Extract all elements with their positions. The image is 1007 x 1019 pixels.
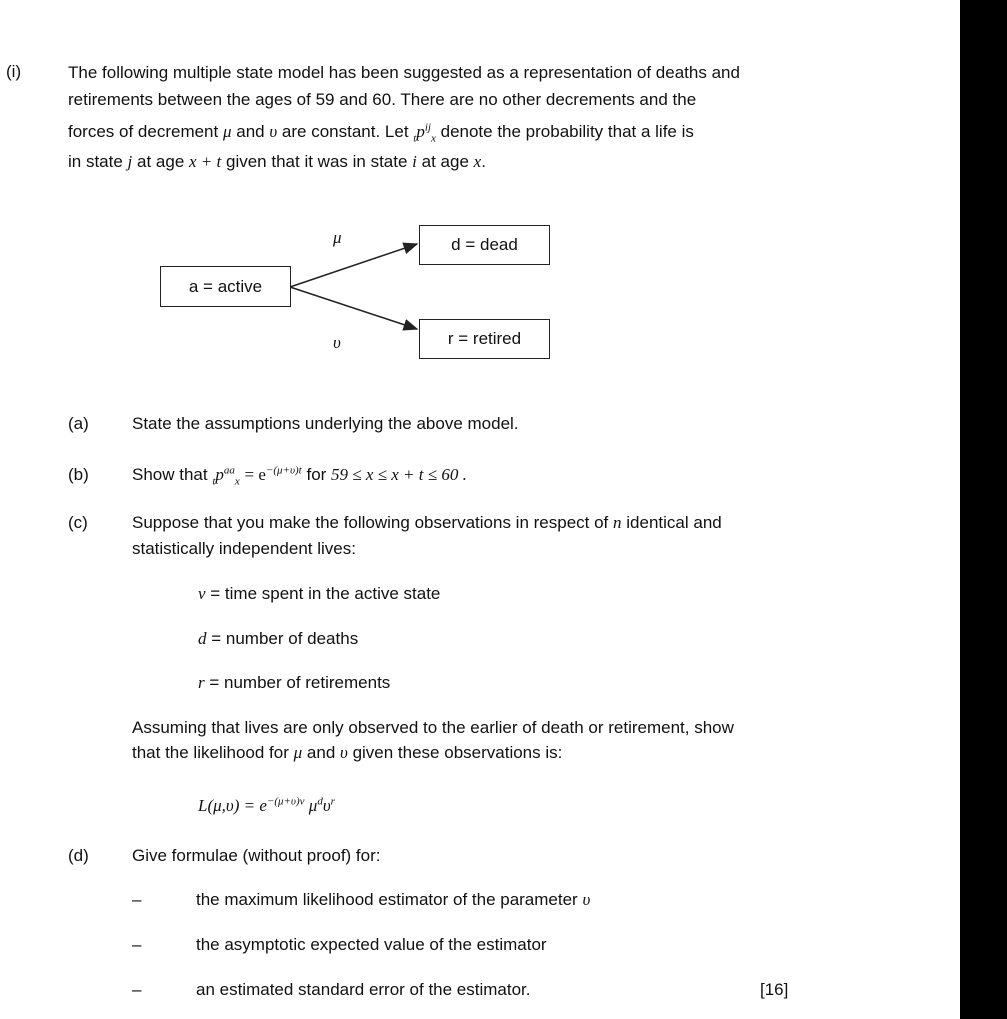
bullet-dash: – <box>132 980 142 999</box>
assumption-line-1: Assuming that lives are only observed to the earlier of death or retirement, show <box>132 718 734 737</box>
state-active-box: a = active <box>160 266 291 307</box>
part-a-label: (a) <box>68 414 89 433</box>
part-d-item-2: the asymptotic expected value of the estimator <box>196 935 547 954</box>
intro-line-2: retirements between the ages of 59 and 60. There are no other decrements and the <box>68 90 697 109</box>
tpx-ij-symbol: $_tp^{ij}_x$ <box>413 121 436 145</box>
part-d-item-1: the maximum likelihood estimator of the parameter υ <box>196 890 591 909</box>
arrow-label-upsilon: υ <box>333 333 341 352</box>
part-b-label: (b) <box>68 465 89 484</box>
observation-d: d = number of deaths <box>198 629 359 648</box>
likelihood-formula: $L(\mu,\upsilon) = e^{-(\mu+\upsilon)v}$ $\mu^d\upsilon^r$ <box>198 795 335 815</box>
part-b-text: Show that $_tp^{aa}_x = e^{-(\mu+\upsilon)t}$ for 59 ≤ x ≤ x + t ≤ 60 . <box>132 464 467 488</box>
intro-line-1: The following multiple state model has been suggested as a representation of deaths and <box>68 63 740 82</box>
part-d-text: Give formulae (without proof) for: <box>132 846 381 865</box>
question-label: (i) <box>6 62 22 81</box>
observation-v: v = time spent in the active state <box>198 584 441 603</box>
part-c-label: (c) <box>68 513 88 532</box>
part-d-item-3: an estimated standard error of the estimator. <box>196 980 531 999</box>
arrow-label-mu: μ <box>333 228 342 247</box>
part-c-line-2: statistically independent lives: <box>132 539 356 558</box>
intro-line-4: in state j at age x + t given that it was in state i at age x. <box>68 152 486 171</box>
state-dead-box: d = dead <box>419 225 550 265</box>
part-a-text: State the assumptions underlying the above model. <box>132 414 519 433</box>
bullet-dash: – <box>132 890 142 909</box>
state-retired-box: r = retired <box>419 319 550 359</box>
part-c-line-1: Suppose that you make the following observations in respect of n identical and <box>132 513 722 532</box>
observation-r: r = number of retirements <box>198 673 391 692</box>
arrow-active-to-dead <box>290 244 417 287</box>
part-d-label: (d) <box>68 846 89 865</box>
intro-line-3: forces of decrement μ and υ are constant. Let $_tp^{ij}_x$ denote the probability that a life is <box>68 121 694 145</box>
marks-label: [16] <box>760 980 789 999</box>
bullet-dash: – <box>132 935 142 954</box>
arrow-active-to-retired <box>290 287 417 329</box>
assumption-line-2: that the likelihood for μ and υ given these observations is: <box>132 743 563 762</box>
